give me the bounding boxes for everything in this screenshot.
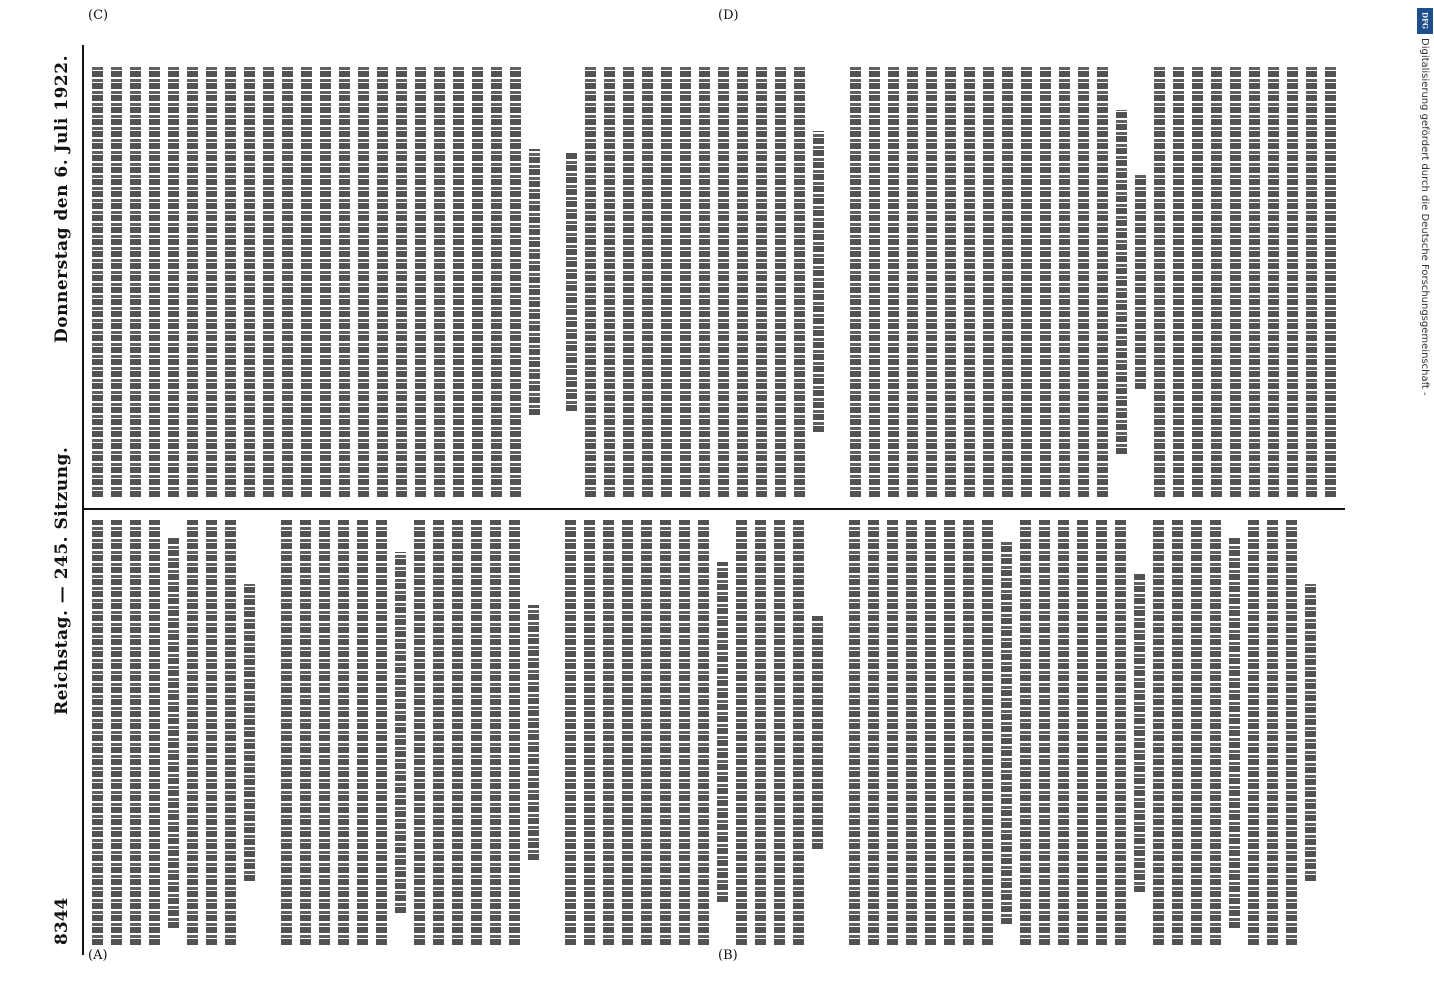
text-line	[1248, 520, 1259, 945]
text-line	[622, 520, 633, 945]
rotated-document-page	[40, 35, 1375, 965]
text-line	[812, 616, 823, 850]
text-line	[1325, 67, 1336, 497]
text-line	[1097, 67, 1108, 497]
text-line	[1115, 520, 1126, 945]
text-line	[168, 67, 179, 497]
text-line	[794, 67, 805, 497]
text-line	[282, 67, 293, 497]
text-line	[130, 67, 141, 497]
text-line	[357, 520, 368, 945]
text-line	[1287, 67, 1298, 497]
text-line	[603, 520, 614, 945]
dfg-credit	[1418, 8, 1432, 808]
text-line	[528, 605, 539, 860]
text-line	[755, 520, 766, 945]
text-line	[850, 67, 861, 497]
text-line	[452, 520, 463, 945]
text-line	[1058, 520, 1069, 945]
column-divider	[84, 508, 1345, 510]
text-line	[434, 67, 445, 497]
text-line	[206, 67, 217, 497]
session-title: Reichstag. — 245. Sitzung.	[52, 446, 72, 715]
text-line	[982, 520, 993, 945]
text-line	[699, 67, 710, 497]
text-line	[168, 537, 179, 928]
text-line	[358, 67, 369, 497]
text-line	[660, 520, 671, 945]
text-line	[263, 67, 274, 497]
text-line	[1286, 520, 1297, 945]
text-line	[510, 67, 521, 497]
text-line	[1249, 67, 1260, 497]
text-line	[604, 67, 615, 497]
text-line	[130, 520, 141, 945]
text-line	[1135, 175, 1146, 390]
text-line	[1078, 67, 1089, 497]
text-line	[1306, 67, 1317, 497]
text-line	[319, 520, 330, 945]
digitization-credit: Digitalisierung gefördert durch die Deutsche Forschungsgemeinschaft -	[1419, 38, 1430, 396]
text-line	[396, 67, 407, 497]
page-number: 8344	[52, 897, 72, 945]
text-line	[1172, 520, 1183, 945]
text-line	[529, 149, 540, 416]
session-date: Donnerstag den 6. Juli 1922.	[52, 55, 72, 343]
text-line	[281, 520, 292, 945]
text-line	[376, 520, 387, 945]
text-line	[868, 520, 879, 945]
text-line	[584, 520, 595, 945]
text-line	[717, 563, 728, 903]
text-line	[263, 520, 273, 945]
text-line	[623, 67, 634, 497]
text-line	[698, 520, 709, 945]
text-line	[737, 67, 748, 497]
text-line	[756, 67, 767, 497]
text-line	[888, 67, 899, 497]
text-line	[831, 520, 841, 945]
text-line	[1267, 520, 1278, 945]
text-line	[471, 520, 482, 945]
text-line	[111, 67, 122, 497]
text-line	[1001, 541, 1012, 924]
text-line	[187, 67, 198, 497]
margin-mark-c: (C)	[88, 8, 109, 23]
text-line	[849, 520, 860, 945]
text-line	[1020, 520, 1031, 945]
text-line	[641, 520, 652, 945]
text-line	[1192, 67, 1203, 497]
text-line	[1059, 67, 1070, 497]
text-line	[149, 520, 160, 945]
text-line	[1230, 67, 1241, 497]
text-line	[565, 520, 576, 945]
text-line	[548, 67, 558, 497]
text-line	[339, 67, 350, 497]
text-line	[793, 520, 804, 945]
text-line	[983, 67, 994, 497]
text-line	[187, 520, 198, 945]
text-line	[926, 67, 937, 497]
text-line	[1021, 67, 1032, 497]
text-line	[925, 520, 936, 945]
text-line	[775, 67, 786, 497]
text-line	[111, 520, 122, 945]
text-line	[491, 67, 502, 497]
text-line	[414, 520, 425, 945]
text-line	[225, 67, 236, 497]
text-line	[453, 67, 464, 497]
text-line	[1039, 520, 1050, 945]
text-line	[300, 520, 311, 945]
text-line	[964, 67, 975, 497]
text-line	[547, 520, 557, 945]
text-line	[869, 67, 880, 497]
text-line	[963, 520, 974, 945]
text-line	[832, 67, 842, 497]
text-line	[244, 67, 255, 497]
text-line	[1268, 67, 1279, 497]
text-line	[320, 67, 331, 497]
text-line	[887, 520, 898, 945]
text-line	[490, 520, 501, 945]
text-line	[585, 67, 596, 497]
text-line	[566, 153, 577, 411]
text-line	[1153, 520, 1164, 945]
right-column-text	[92, 67, 1345, 497]
text-line	[1002, 67, 1013, 497]
text-line	[149, 67, 160, 497]
dfg-logo: DFG	[1417, 8, 1433, 34]
text-line	[661, 67, 672, 497]
text-line	[395, 552, 406, 913]
text-line	[906, 520, 917, 945]
text-line	[1077, 520, 1088, 945]
text-line	[813, 132, 824, 433]
left-column-text	[92, 520, 1345, 945]
text-line	[1040, 67, 1051, 497]
text-line	[377, 67, 388, 497]
text-line	[206, 520, 217, 945]
page-header	[48, 55, 82, 945]
text-line	[301, 67, 312, 497]
text-line	[679, 520, 690, 945]
text-line	[907, 67, 918, 497]
margin-mark-a: (A)	[88, 948, 108, 963]
text-line	[774, 520, 785, 945]
text-line	[415, 67, 426, 497]
text-line	[1324, 520, 1334, 945]
text-line	[1211, 67, 1222, 497]
text-line	[225, 520, 236, 945]
text-line	[680, 67, 691, 497]
text-line	[509, 520, 520, 945]
header-rule	[82, 45, 84, 955]
text-line	[736, 520, 747, 945]
text-line	[92, 520, 103, 945]
text-line	[1210, 520, 1221, 945]
text-line	[472, 67, 483, 497]
margin-mark-d: (D)	[718, 8, 739, 23]
text-line	[944, 520, 955, 945]
text-line	[1096, 520, 1107, 945]
text-line	[1191, 520, 1202, 945]
text-line	[718, 67, 729, 497]
text-line	[642, 67, 653, 497]
text-line	[1229, 537, 1240, 928]
text-line	[1305, 584, 1316, 882]
text-line	[244, 584, 255, 882]
margin-mark-b: (B)	[718, 948, 738, 963]
text-line	[1154, 67, 1165, 497]
text-line	[92, 67, 103, 497]
text-line	[1116, 110, 1127, 454]
text-line	[945, 67, 956, 497]
text-line	[1173, 67, 1184, 497]
text-line	[433, 520, 444, 945]
text-line	[1134, 573, 1145, 892]
text-line	[338, 520, 349, 945]
